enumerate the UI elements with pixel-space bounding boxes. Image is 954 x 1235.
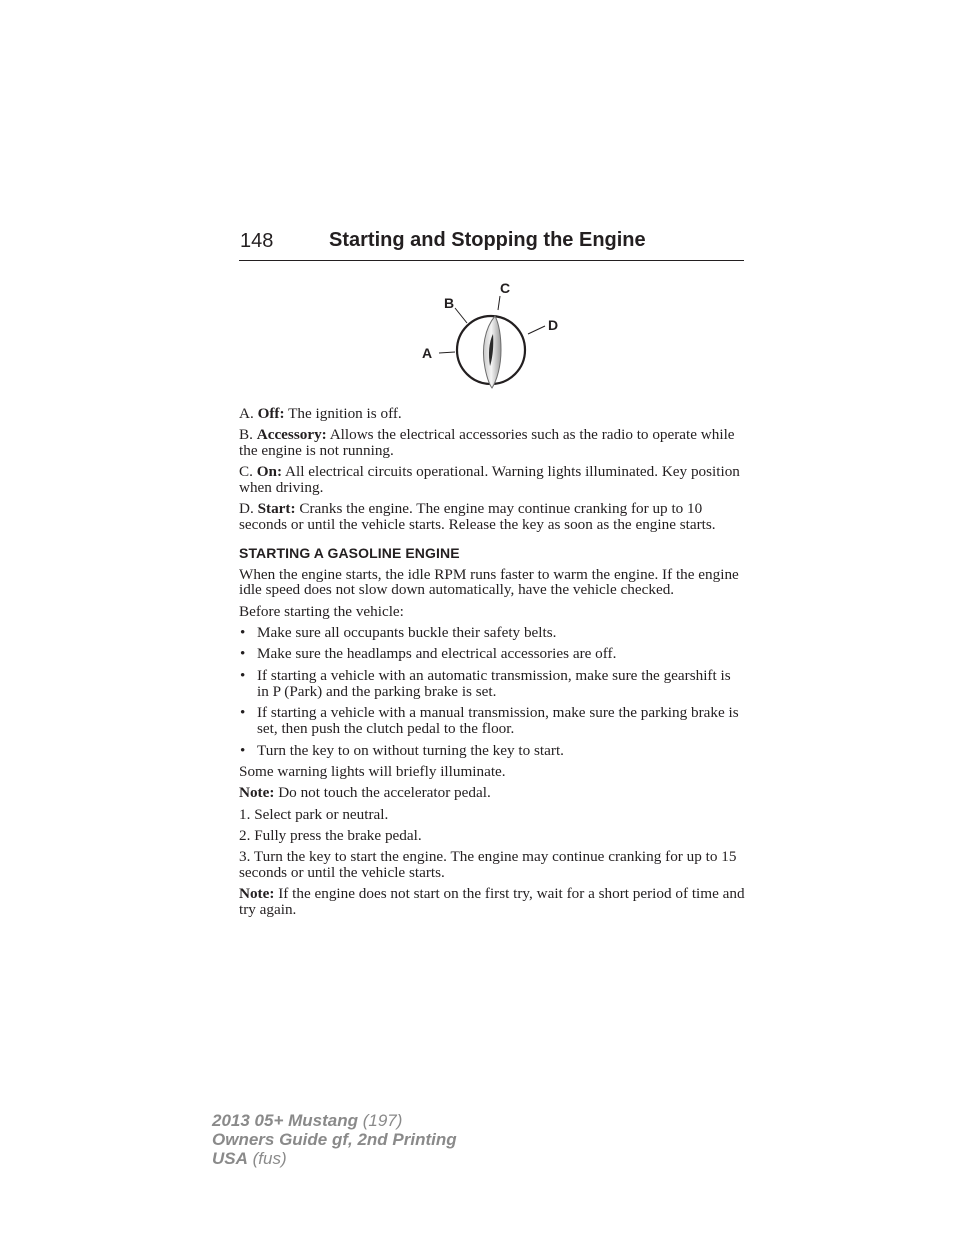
ignition-switch-icon (415, 276, 575, 396)
section-intro: When the engine starts, the idle RPM runs faster to warm the engine. If the engine idle speed does not slow down automatically, have the vehicle checked. (239, 565, 739, 599)
precheck-list (239, 625, 745, 759)
body-text (239, 406, 745, 923)
label-d: D (548, 317, 559, 333)
list-item: • Make sure all occupants buckle their safety belts. (239, 625, 745, 641)
footer-line-1: 2013 05+ Mustang (197) (212, 1111, 403, 1130)
before-starting-text: Before starting the vehicle: (239, 602, 404, 620)
chapter-title: Starting and Stopping the Engine (329, 229, 646, 251)
position-c-item: C. On: All electrical circuits operational. Warning lights illuminated. Key position when driving. (239, 463, 740, 496)
note-retry: Note: If the engine does not start on the first try, wait for a short period of time and try again. (239, 885, 745, 918)
footer-line-3: USA (fus) (212, 1149, 287, 1168)
step-1: 1. Select park or neutral. (239, 805, 389, 823)
step-3: 3. Turn the key to start the engine. The engine may continue cranking for up to 15 seconds or until the vehicle starts. (239, 848, 737, 881)
list-item: • If starting a vehicle with an automatic transmission, make sure the gearshift is in P (Park) and the parking brake is set. (239, 668, 745, 700)
list-item: • Turn the key to on without turning the key to start. (239, 743, 745, 759)
label-b: B (444, 295, 455, 311)
page-footer (212, 1111, 457, 1168)
list-item: • Make sure the headlamps and electrical accessories are off. (239, 646, 745, 662)
page-header (239, 228, 744, 261)
label-c: C (500, 280, 511, 296)
section-heading: STARTING A GASOLINE ENGINE (239, 544, 460, 561)
footer-line-2: Owners Guide gf, 2nd Printing (212, 1130, 457, 1149)
list-item: • If starting a vehicle with a manual transmission, make sure the parking brake is set, then push the clutch pedal to the floor. (239, 705, 745, 737)
position-a-item: A. Off: The ignition is off. (239, 405, 402, 422)
position-b-item: B. Accessory: Allows the electrical accessories such as the radio to operate while the engine is not running. (239, 426, 735, 459)
label-a: A (422, 345, 433, 361)
warning-lights-text: Some warning lights will briefly illuminate. (239, 763, 506, 781)
step-2: 2. Fully press the brake pedal. (239, 826, 422, 844)
position-d-item: D. Start: Cranks the engine. The engine may continue cranking for up to 10 seconds or until the vehicle starts. Release the key as soon as the engine starts. (239, 500, 716, 533)
ignition-switch-figure (415, 276, 575, 396)
note-accelerator: Note: Do not touch the accelerator pedal. (239, 784, 491, 802)
page-number: 148 (240, 230, 274, 252)
